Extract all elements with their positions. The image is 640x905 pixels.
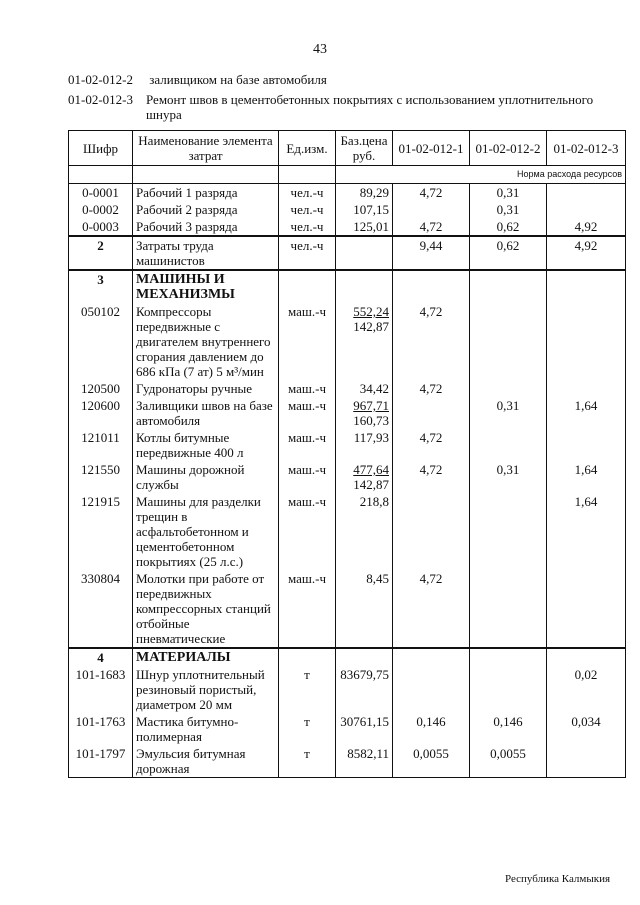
row-price: 89,29 — [336, 184, 393, 202]
row-value-2 — [470, 270, 547, 303]
header-cell: Наименование элемента затрат — [133, 131, 279, 166]
row-price — [336, 303, 393, 380]
row-value-1 — [393, 493, 470, 570]
row-value-1 — [393, 648, 470, 666]
table-row — [69, 270, 626, 303]
row-name: Рабочий 3 разряда — [133, 218, 279, 236]
row-value-1: 4,72 — [393, 380, 470, 397]
price-wage: 142,87 — [353, 319, 389, 334]
row-value-1: 4,72 — [393, 429, 470, 461]
row-unit: маш.-ч — [279, 380, 336, 397]
row-price — [336, 236, 393, 270]
row-value-1: 4,72 — [393, 570, 470, 648]
table-row — [69, 745, 626, 778]
header-text: Ремонт швов в цементобетонных покрытиях с использованием уплотнительного шнура — [146, 92, 594, 122]
header-cell: 01-02-012-1 — [393, 131, 470, 166]
row-unit: т — [279, 666, 336, 713]
row-code: 121915 — [69, 493, 133, 570]
row-unit: чел.-ч — [279, 236, 336, 270]
row-unit: т — [279, 713, 336, 745]
row-code: 0-0003 — [69, 218, 133, 236]
row-value-3 — [547, 648, 626, 666]
row-unit: чел.-ч — [279, 201, 336, 218]
row-code: 3 — [69, 270, 133, 303]
row-value-3 — [547, 201, 626, 218]
row-value-3: 4,92 — [547, 236, 626, 270]
row-unit: чел.-ч — [279, 184, 336, 202]
row-value-3: 0,02 — [547, 666, 626, 713]
row-name: МАШИНЫ И МЕХАНИЗМЫ — [133, 270, 279, 303]
norm-spacer — [69, 166, 133, 184]
row-unit: чел.-ч — [279, 218, 336, 236]
header-cell: 01-02-012-3 — [547, 131, 626, 166]
row-name: Компрессоры передвижные с двигателем внутреннего сгорания давлением до 686 кПа (7 ат) 5 м³/мин — [133, 303, 279, 380]
row-unit: маш.-ч — [279, 303, 336, 380]
row-value-2: 0,31 — [470, 201, 547, 218]
row-value-2: 0,31 — [470, 184, 547, 202]
table-row — [69, 648, 626, 666]
row-price: 34,42 — [336, 380, 393, 397]
price-total: 477,64 — [353, 462, 389, 477]
norm-spacer — [279, 166, 336, 184]
row-value-2: 0,62 — [470, 236, 547, 270]
row-name: Машины дорожной службы — [133, 461, 279, 493]
row-unit: маш.-ч — [279, 493, 336, 570]
row-name: МАТЕРИАЛЫ — [133, 648, 279, 666]
row-name: Рабочий 1 разряда — [133, 184, 279, 202]
row-name: Молотки при работе от передвижных компрессорных станций отбойные пневматические — [133, 570, 279, 648]
header-cell: Баз.цена руб. — [336, 131, 393, 166]
header-code: 01-02-012-2 — [68, 72, 133, 87]
header-line-2 — [68, 92, 608, 122]
row-name: Рабочий 2 разряда — [133, 201, 279, 218]
row-name: Заливщики швов на базе автомобиля — [133, 397, 279, 429]
row-code: 120600 — [69, 397, 133, 429]
row-code: 050102 — [69, 303, 133, 380]
row-price: 30761,15 — [336, 713, 393, 745]
row-value-1: 4,72 — [393, 303, 470, 380]
row-unit: маш.-ч — [279, 397, 336, 429]
row-code: 2 — [69, 236, 133, 270]
row-value-1 — [393, 666, 470, 713]
table-row — [69, 303, 626, 380]
footer-region: Республика Калмыкия — [505, 873, 611, 885]
row-code: 101-1797 — [69, 745, 133, 778]
norm-label: Норма расхода ресурсов — [393, 166, 626, 184]
row-code: 330804 — [69, 570, 133, 648]
row-value-1: 4,72 — [393, 218, 470, 236]
row-value-2 — [470, 380, 547, 397]
row-price — [336, 461, 393, 493]
table-row — [69, 461, 626, 493]
row-code: 4 — [69, 648, 133, 666]
row-code: 101-1763 — [69, 713, 133, 745]
row-value-2 — [470, 429, 547, 461]
price-total: 967,71 — [353, 398, 389, 413]
row-value-1 — [393, 270, 470, 303]
row-price: 117,93 — [336, 429, 393, 461]
table-row — [69, 236, 626, 270]
row-value-2 — [470, 303, 547, 380]
row-name: Затраты труда машинистов — [133, 236, 279, 270]
row-value-1 — [393, 397, 470, 429]
row-value-3 — [547, 380, 626, 397]
row-name: Эмульсия битумная дорожная — [133, 745, 279, 778]
row-value-2: 0,146 — [470, 713, 547, 745]
row-code: 120500 — [69, 380, 133, 397]
row-price — [336, 397, 393, 429]
price-total: 552,24 — [353, 304, 389, 319]
row-value-2: 0,31 — [470, 461, 547, 493]
resource-table — [68, 130, 626, 778]
table-row — [69, 218, 626, 236]
row-value-1: 4,72 — [393, 461, 470, 493]
row-name: Гудронаторы ручные — [133, 380, 279, 397]
row-value-3 — [547, 429, 626, 461]
row-price — [336, 270, 393, 303]
row-value-1: 0,0055 — [393, 745, 470, 778]
row-value-2 — [470, 570, 547, 648]
row-value-2 — [470, 493, 547, 570]
table-row — [69, 713, 626, 745]
norm-row — [69, 166, 626, 184]
row-name: Машины для разделки трещин в асфальтобетонном и цементобетонном покрытиях (25 л.с.) — [133, 493, 279, 570]
row-value-2 — [470, 666, 547, 713]
header-cell: 01-02-012-2 — [470, 131, 547, 166]
row-unit: маш.-ч — [279, 570, 336, 648]
table-header-row — [69, 131, 626, 166]
row-price — [336, 648, 393, 666]
row-price: 125,01 — [336, 218, 393, 236]
row-price: 83679,75 — [336, 666, 393, 713]
row-value-1: 0,146 — [393, 713, 470, 745]
row-code: 0-0002 — [69, 201, 133, 218]
row-value-1 — [393, 201, 470, 218]
table-row — [69, 201, 626, 218]
table-row — [69, 184, 626, 202]
row-value-1: 9,44 — [393, 236, 470, 270]
header-cell: Шифр — [69, 131, 133, 166]
price-wage: 142,87 — [353, 477, 389, 492]
row-value-3 — [547, 270, 626, 303]
row-value-3: 4,92 — [547, 218, 626, 236]
table-row — [69, 493, 626, 570]
row-unit: маш.-ч — [279, 461, 336, 493]
row-value-1: 4,72 — [393, 184, 470, 202]
row-value-3: 0,034 — [547, 713, 626, 745]
row-value-3: 1,64 — [547, 493, 626, 570]
row-value-2: 0,31 — [470, 397, 547, 429]
row-value-2: 0,62 — [470, 218, 547, 236]
row-price: 8582,11 — [336, 745, 393, 778]
row-value-3: 1,64 — [547, 461, 626, 493]
row-unit: т — [279, 745, 336, 778]
table-row — [69, 570, 626, 648]
row-value-2 — [470, 648, 547, 666]
row-name: Мастика битумно-полимерная — [133, 713, 279, 745]
row-unit — [279, 270, 336, 303]
row-price: 8,45 — [336, 570, 393, 648]
row-name: Котлы битумные передвижные 400 л — [133, 429, 279, 461]
row-code: 101-1683 — [69, 666, 133, 713]
norm-spacer — [336, 166, 393, 184]
row-code: 121550 — [69, 461, 133, 493]
row-value-3: 1,64 — [547, 397, 626, 429]
row-name: Шнур уплотнительный резиновый пористый, диаметром 20 мм — [133, 666, 279, 713]
row-value-3 — [547, 184, 626, 202]
table-row — [69, 666, 626, 713]
row-unit — [279, 648, 336, 666]
header-cell: Ед.изм. — [279, 131, 336, 166]
row-code: 0-0001 — [69, 184, 133, 202]
norm-spacer — [133, 166, 279, 184]
header-code: 01-02-012-3 — [68, 92, 133, 107]
header-line-1 — [68, 72, 608, 87]
row-value-3 — [547, 303, 626, 380]
table-row — [69, 397, 626, 429]
row-unit: маш.-ч — [279, 429, 336, 461]
header-text: заливщиком на базе автомобиля — [149, 72, 327, 87]
row-price: 107,15 — [336, 201, 393, 218]
row-value-3 — [547, 570, 626, 648]
page-number: 43 — [313, 42, 327, 57]
row-price: 218,8 — [336, 493, 393, 570]
row-value-2: 0,0055 — [470, 745, 547, 778]
row-value-3 — [547, 745, 626, 778]
table-row — [69, 380, 626, 397]
row-code: 121011 — [69, 429, 133, 461]
table-row — [69, 429, 626, 461]
price-wage: 160,73 — [353, 413, 389, 428]
